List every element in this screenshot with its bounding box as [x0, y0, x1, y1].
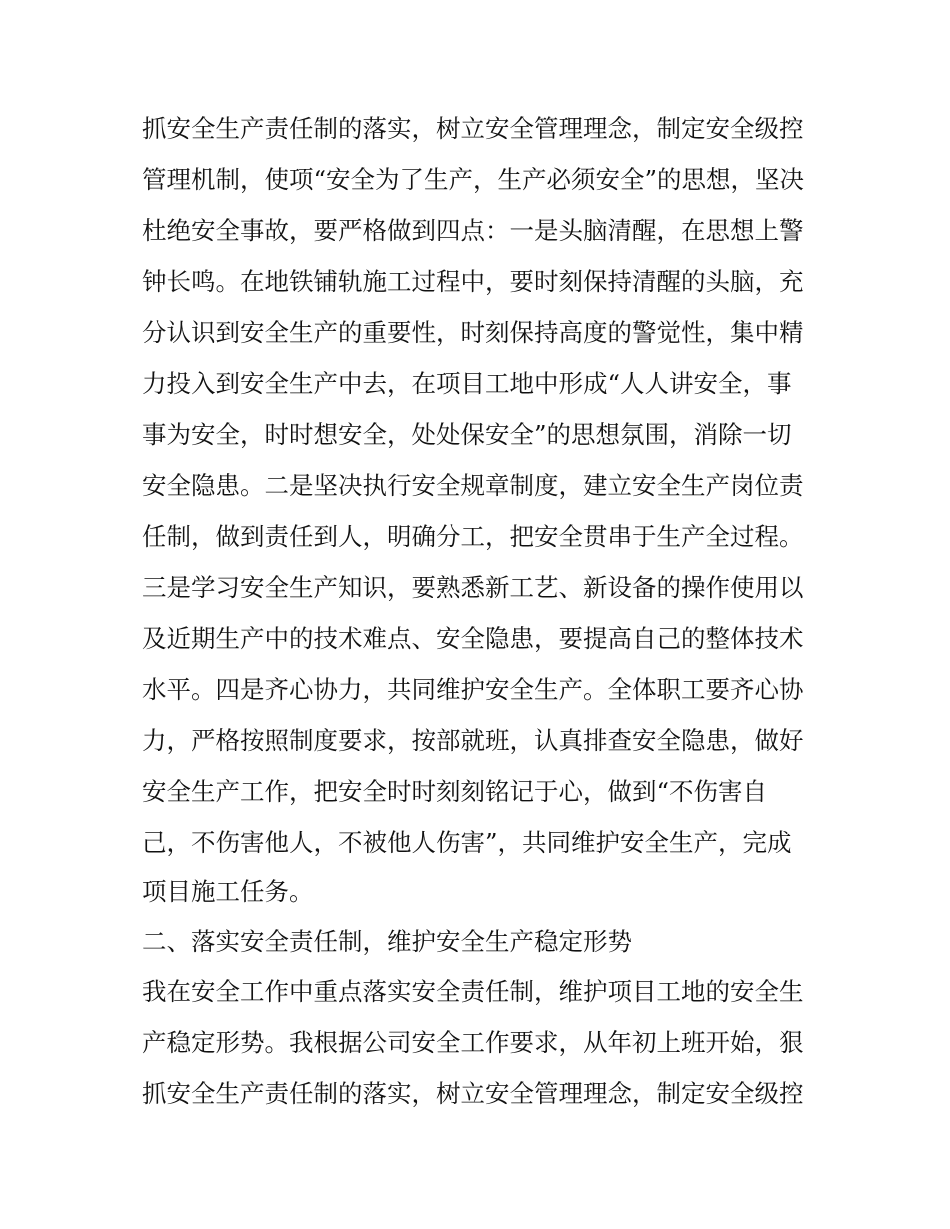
body-text-line: 及近期生产中的技术难点、安全隐患，要提高自己的整体技术: [142, 624, 804, 653]
body-text-line: 力投入到安全生产中去，在项目工地中形成“人人讲安全，事: [142, 369, 792, 398]
body-text-line: 安全生产工作，把安全时时刻刻铭记于心，做到“不伤害自: [142, 777, 768, 806]
body-text-line: 己，不伤害他人，不被他人伤害”，共同维护安全生产，完成: [142, 828, 792, 857]
body-text-line: 杜绝安全事故，要严格做到四点：一是头脑清醒，在思想上警: [142, 216, 804, 245]
body-text-line: 抓安全生产责任制的落实，树立安全管理理念，制定安全级控: [142, 1079, 804, 1108]
body-text-line: 三是学习安全生产知识，要熟悉新工艺、新设备的操作使用以: [142, 573, 804, 602]
body-text-line: 事为安全，时时想安全，处处保安全”的思想氛围，消除一切: [142, 420, 792, 449]
body-text-line: 任制，做到责任到人，明确分工，把安全贯串于生产全过程。: [142, 522, 804, 551]
body-text-line: 抓安全生产责任制的落实，树立安全管理理念，制定安全级控: [142, 114, 804, 143]
section-heading: 二、落实安全责任制，维护安全生产稳定形势: [142, 927, 632, 956]
body-text-line: 钟长鸣。在地铁铺轨施工过程中，要时刻保持清醒的头脑，充: [142, 267, 804, 296]
body-text-line: 管理机制，使项“安全为了生产，生产必须安全”的思想，坚决: [142, 165, 805, 194]
body-text-line: 力，严格按照制度要求，按部就班，认真排查安全隐患，做好: [142, 726, 804, 755]
body-text-line: 我在安全工作中重点落实安全责任制，维护项目工地的安全生: [142, 977, 804, 1006]
body-text-line: 水平。四是齐心协力，共同维护安全生产。全体职工要齐心协: [142, 675, 804, 704]
body-text-line: 产稳定形势。我根据公司安全工作要求，从年初上班开始，狠: [142, 1028, 804, 1057]
body-text-line: 安全隐患。二是坚决执行安全规章制度，建立安全生产岗位责: [142, 471, 804, 500]
body-text-line: 项目施工任务。: [142, 877, 314, 906]
body-text-line: 分认识到安全生产的重要性，时刻保持高度的警觉性，集中精: [142, 318, 804, 347]
